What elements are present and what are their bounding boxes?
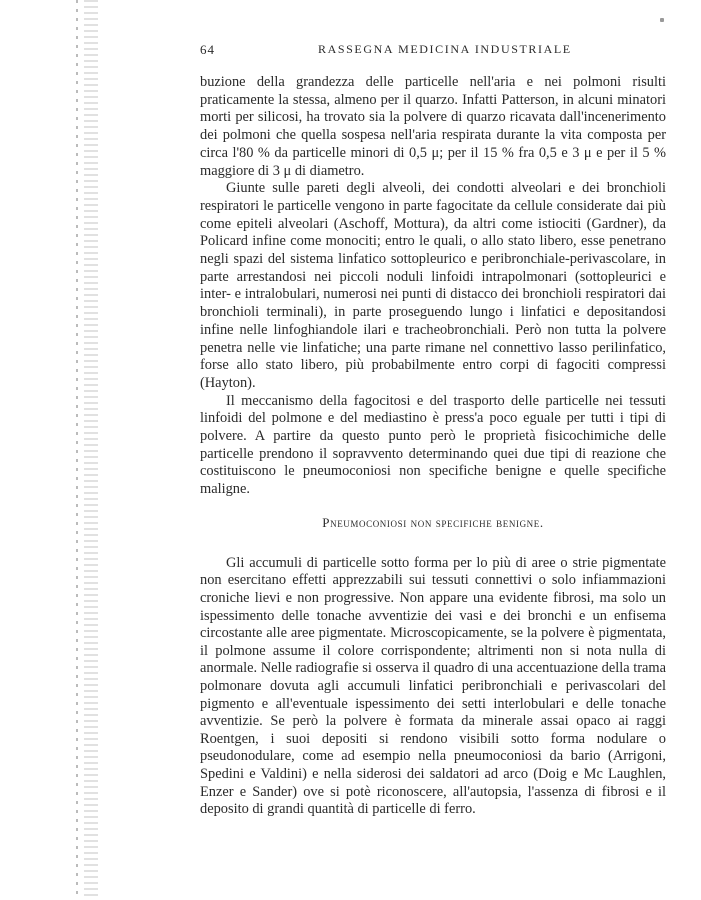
- paragraph-continued: buzione della grandezza delle particelle nell'aria e nei polmoni risulti praticamente la stessa, almeno per il quarzo. Infatti Patterson, in alcuni minatori morti per silicosi, ha trovato sia la polvere di quarzo ricavata dall'incenerimento dei polmoni che quella sospesa nell'aria respirata durante la vita composta per circa l'80 % da particelle minori di 0,5 μ; per il 15 % fra 0,5 e 3 μ e per il 5 % maggiore di 3 μ di diametro.: [200, 74, 666, 179]
- binding-edge-line: [76, 0, 78, 900]
- paragraph-meccanismo: Il meccanismo della fagocitosi e del trasporto delle particelle nei tessuti linfoidi del polmone e del mediastino è press'a poco eguale per tutti i tipi di polvere. A partire da questo punto però le proprietà fisicochimiche delle particelle prendono il sopravvento determinando quei due tipi di reazione che costituiscono le pneumoconiosi non specifiche benigne e quelle specifiche maligne.: [200, 392, 666, 498]
- page-number: 64: [200, 42, 215, 57]
- paragraph-fagocitosi: Giunte sulle pareti degli alveoli, dei condotti alveolari e dei bronchioli respiratori le particelle vengono in parte fagocitate da cellule considerate dai più come epiteli alveolari (Aschoff, Mottura), da altri come istiociti (Gardner), da Policard infine come monociti; entro le quali, o allo stato libero, esse penetrano negli spazi del sistema linfatico sottopleurico e peribronchiale-perivascolare, in parte arrestandosi nei piccoli noduli linfoidi intrapolmonari (sottopleurici e inter- e intralobulari, numerosi nei punti di distacco dei bronchioli respiratori dai bronchioli terminali), in parte proseguendo lungo i linfatici e depositandosi infine nelle linfoghiandole ilari e tracheobronchiali. Però non tutta la polvere penetra nelle vie linfatiche; una parte rimane nel connettivo lasso perilinfatico, forse allo stato libero, più probabilmente entro corpi di fagociti compressi (Hayton).: [200, 180, 666, 391]
- scan-speck: [660, 18, 664, 22]
- section-heading: Pneumoconiosi non specifiche benigne.: [322, 514, 544, 530]
- section-body: [200, 555, 666, 819]
- paragraph-accumuli: Gli accumuli di particelle sotto forma per lo più di aree o strie pigmentate non esercitano effetti apprezzabili sui tessuti connettivi o solo infiammazioni croniche lievi e non progressive. Non appare una evidente fibrosi, ma solo un ispessimento delle tonache avventizie dei vasi e dei bronchi e un enfisema circostante alle aree pigmentate. Microscopicamente, se la polvere è pigmentata, il polmone assume il colore corrispondente; altrimenti non si nota nulla di anormale. Nelle radiografie si osserva il quadro di una accentuazione della trama polmonare dovuta agli accumuli linfatici peribronchiali e perivascolari del pigmento e all'eventuale ispessimento dei setti interlobulari e delle tonache avventizie. Se però la polvere è formata da minerale assai opaco ai raggi Roentgen, i suoi depositi si rendono visibili sotto forma nodulare o pseudonodulare, come ad esempio nella pneumoconiosi da bario (Arrigoni, Spedini e Valdini) e nella siderosi dei saldatori ad arco (Doig e Mc Laughlen, Enzer e Sander) ove si potè riconoscere, all'autopsia, l'assenza di fibrosi e il deposito di grandi quantità di particelle di ferro.: [200, 554, 666, 818]
- document-page: [200, 40, 666, 819]
- journal-title: RASSEGNA MEDICINA INDUSTRIALE: [318, 42, 572, 56]
- running-head: [200, 40, 666, 60]
- binding-edge-shadow: [84, 0, 98, 900]
- body-text: [200, 74, 666, 499]
